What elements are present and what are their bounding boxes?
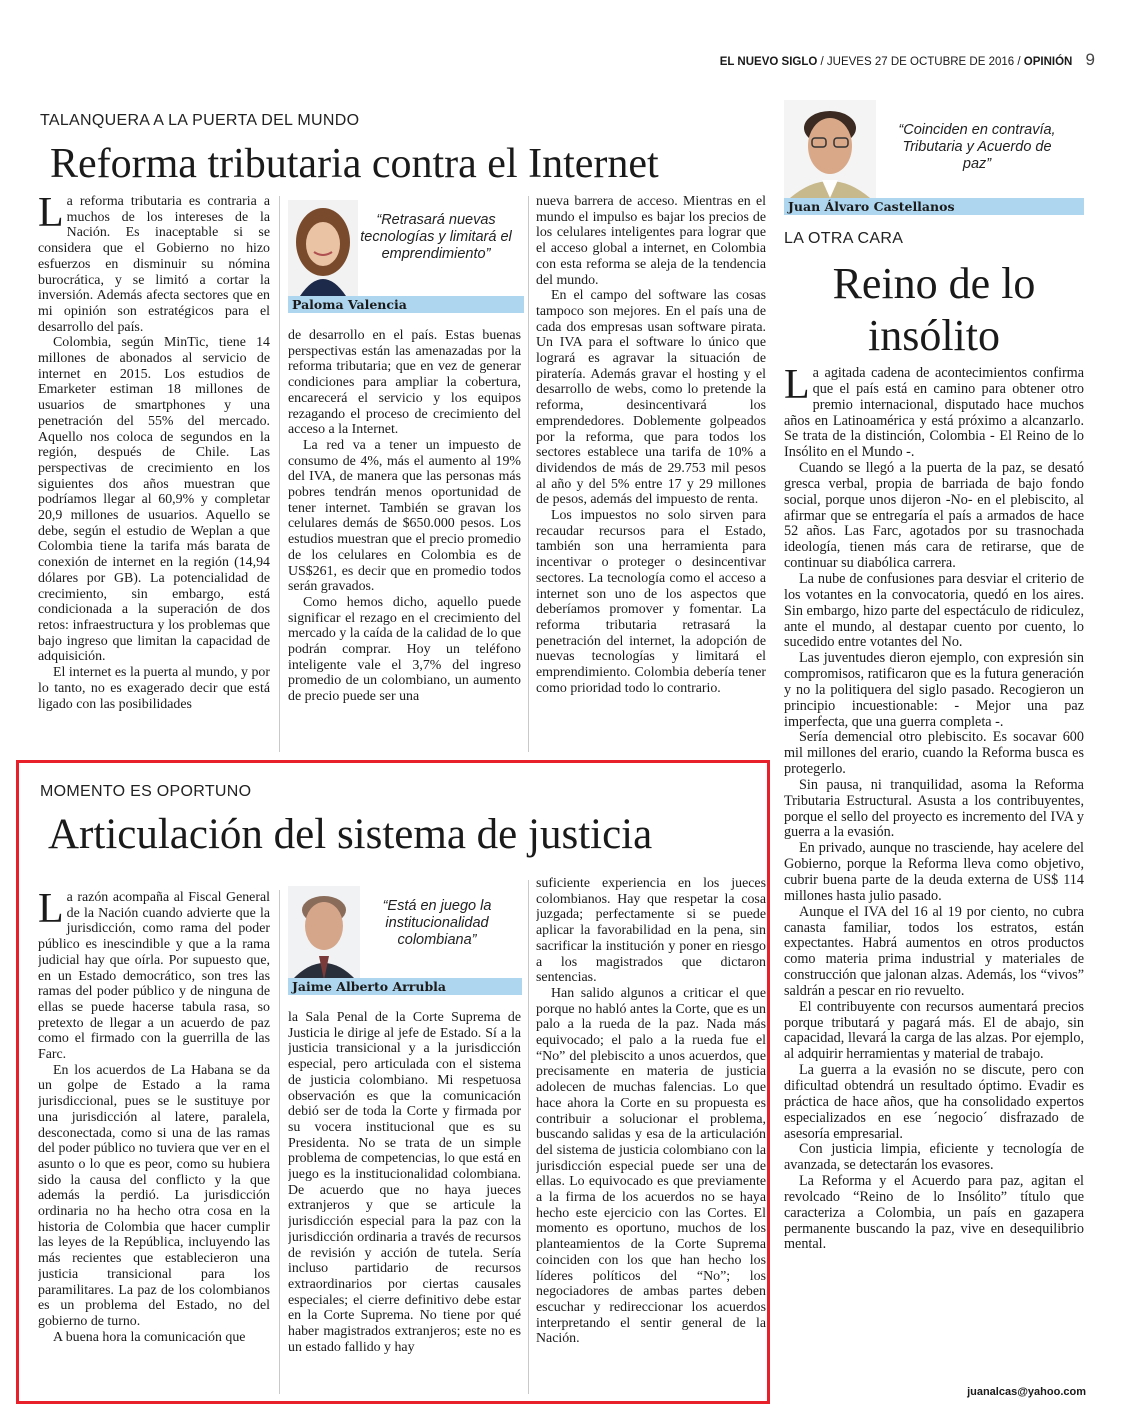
article1-paragraph: de desarrollo en el país. Estas buenas perspectivas están las amenazadas por la reforma tributaria; que en vez de generar condiciones para ampliar la cobertura, encarecerá el servicio y los equipos rezagando el proceso de crecimiento del acceso a la Internet. [288, 328, 521, 438]
page-number: 9 [1085, 50, 1095, 69]
article3-kicker: LA OTRA CARA [784, 230, 904, 247]
article1-paragraph: Como hemos dicho, aquello puede significar el rezago en el crecimiento del mercado y la caída de la calidad de lo que podrán comprar. Hoy un teléfono inteligente vale el 3,7% del ingreso promedio de un colombiano, un aumento de precio puede ser una [288, 594, 521, 705]
edition-date: / JUEVES 27 DE OCTUBRE DE 2016 / [820, 56, 1021, 68]
article1-column-3 [536, 194, 766, 756]
article2-paragraph: a razón acompaña al Fiscal General de la Nación cuando advierte que la jurisdicción, como rama del poder público es inescindible y que a la rama judicial hay que oírla. Por supuesto que, en un Estado democrático, son tres las ramas del poder público y de ninguna de ellas se puede hacerse tabula rasa, so pretexto de llegar a un acuerdo de paz como el firmado con la guerrilla de las Farc. [38, 890, 270, 1063]
section-name: OPINIÓN [1023, 56, 1073, 68]
article1-paragraph: En el campo del software las cosas tampoco son mejores. En el país una de cada dos empresas usan software pirata. Un IVA para el software lo único que logrará es agravar la situación de piratería. Además gravar el hosting y el desarrollo de webs, como lo pretende la reforma, desincentivará los emprendedores. Doblemente golpeados por la reforma, que para todos los sectores establece una tarifa de 10% a dividendos de más de 29.753 mil pesos al año y del 5% entre 17 y 29 millones de pesos, además del impuesto de renta. [536, 288, 766, 508]
article3-paragraph: La guerra a la evasión no se discute, pero con dificultad obtendrá un resultado óptimo. Evadir es práctica de hace años, que ha consolidado expertos especializados en ese ´negocio´ disfrazado de asesoría empresarial. [784, 1062, 1084, 1142]
article3-paragraph: En privado, aunque no trasciende, hay acelere del Gobierno, porque la Reforma lleva como objetivo, cubrir buena parte de la deuda externa de US$ 114 millones hasta julio pasado. [784, 840, 1084, 904]
article1-pull-quote: “Retrasará nuevas tecnologías y limitará el emprendimiento” [360, 212, 512, 262]
article1-column-2 [288, 328, 521, 756]
article1-paragraph: a reforma tributaria es contraria a muchos de los intereses de la Nación. Es inaceptable si se considera que el Gobierno no hizo esfuerzos en disminuir su nómina burocrática, y se limitó a cortar la inversión. Además afecta sectores que en mi opinión son estratégicos para el desarrollo del país. [38, 194, 270, 335]
article3-paragraph: Con justicia limpia, eficiente y tecnología de avanzada, se detectarán los evasores. [784, 1141, 1084, 1174]
author-photo-castellanos [784, 100, 876, 198]
article3-body: La agitada cadena de acontecimientos confirma que el país está en camino para obtener otro premio internacional, disputado hace muchos años en Latinoamérica y está próximo a alcanzarlo. Se trata de la distinción, Colombia - El Reino de lo Insólito en el Mundo -. Cuando se llegó a la puerta de la paz, se desató gresca verbal, propia de barriada de bajo fondo social, porque unos dijeron -No- en el plebiscito, al afirmar que se entregaría el país a armados de hace 52 años. Las Farc, agotados por su trasnochada ideología, tienen más cara de retirarse, que de continuar su diabólica carrera. La nube de confusiones para desviar el criterio de los votantes en la convocatoria, quedó en los aires. Sin embargo, hizo parte del espectáculo de ridiculez, ante el mundo, al destapar cuento por cuento, lo sucedido entre votantes del No. Las juventudes dieron ejemplo, con expresión sin compromisos, ratificaron que es la futura generación y no la politiquera del siglo pasado. Recogieron un principio incuestionable: - Mejor una paz imperfecta, que una guerra completa -. Sería demencial otro plebiscito. Es socavar 600 mil millones del erario, cuando la Reforma busca es protegerlo. Sin pausa, ni tranquilidad, asoma la Reforma Tributaria Estructural. Asusta a los contribuyentes, porque el sello del proyecto es incremento del IVA y guerra a la evasión. En privado, aunque no trasciende, hay acelere del Gobierno, porque la Reforma lleva como objetivo, cubrir buena parte de la deuda externa de US$ 114 millones hasta julio pasado. Aunque el IVA del 16 al 19 por ciento, no cubra canasta familiar, todos los estratos, están expectantes. Habrá aumentos en otros productos como materia prima industrial y materiales de construcción que jalonan alzas. Además, los “vivos” saldrán a pescar en rio revuelto. El contribuyente con recursos aumentará precios porque tributará y pagará más. El de abajo, sin capacidad, llevará la carga de las alzas. Por ejemplo, al adquirir herramientas y material de trabajo. La guerra a la evasión no se discute, pero con dificultad obtendrá un resultado óptimo. Evadir es práctica de hace años, que ha consolidado expertos especializados en ese ´negocio´ disfrazado de asesoría empresarial. Con justicia limpia, eficiente y tecnología de avanzada, se detectarán los evasores. La Reforma y el Acuerdo para paz, agitan el revolcado “Reino de lo Insólito” título que caracteriza a Colombia, un país en gazapera permanente buscando la paz, vive en desequilibrio mental. [784, 366, 1084, 1253]
article3-pull-quote: “Coinciden en contravía, Tributaria y Acuerdo de paz” [898, 122, 1056, 172]
author-name-arrubla: Jaime Alberto Arrubla [288, 978, 522, 995]
article3-headline-line1: Reino de lo [832, 259, 1036, 308]
article1-paragraph: La red va a tener un impuesto de consumo de 4%, más el aumento al 19% del IVA, de manera que las personas más pobres tendrán menos oportunidad de tener internet. También se gravan los celulares demás de $650.000 pesos. Los estudios muestran que el precio promedio de los celulares en Colombia es de US$261, es decir que en promedio todos serán gravados. [288, 437, 521, 595]
article3-headline-line2: insólito [867, 311, 1001, 360]
article3-paragraph: La Reforma y el Acuerdo para paz, agitan el revolcado “Reino de lo Insólito” título que caracteriza a Colombia, un país en gazapera permanente buscando la paz, vive en desequilibrio mental. [784, 1173, 1084, 1253]
article2-kicker: MOMENTO ES OPORTUNO [40, 783, 252, 800]
article2-paragraph: suficiente experiencia en los jueces colombianos. Hay que respetar la cosa juzgada; perfectamente si se puede aplicar la favorabilidad en la pena, sin sacrificar la institución y poner en riesgo a los magistrados que dictaron sentencias. [536, 876, 766, 986]
article1-headline: Reforma tributaria contra el Internet [50, 141, 659, 187]
article2-column-3 [536, 876, 766, 1398]
page-header [700, 50, 1095, 72]
author-photo-paloma [288, 200, 358, 296]
column-divider [279, 196, 280, 752]
article3-paragraph: El contribuyente con recursos aumentará precios porque tributará y pagará más. El de abajo, sin capacidad, llevará la carga de las alzas. Por ejemplo, al adquirir herramientas y material de trabajo. [784, 998, 1084, 1063]
column-divider [279, 890, 280, 1394]
article1-paragraph: Los impuestos no solo sirven para recaudar recursos para el Estado, también son una herramienta para incentivar o proteger o desincentivar sectores. La tecnología como el acceso a internet son uno de los aspectos que deberíamos promover y fomentar. La reforma tributaria retrasará la penetración del internet, la adopción de nuevas tecnologías y limitará el emprendimiento. Colombia debería tener como prioridad todo lo contrario. [536, 508, 766, 696]
article3-paragraph: La nube de confusiones para desviar el criterio de los votantes en la convocatoria, quedó en los aires. Sin embargo, hizo parte del espectáculo de ridiculez, ante el mundo, al destapar cuento por cuento, lo sucedido entre votantes del No. [784, 570, 1084, 651]
article3-paragraph: Sería demencial otro plebiscito. Es socavar 600 mil millones del erario, cuando la Reforma busca es protegerlo. [784, 729, 1084, 778]
article3-paragraph: a agitada cadena de acontecimientos confirma que el país está en camino para obtener otro premio internacional, disputado hace muchos años en Latinoamérica y está próximo a alcanzarlo. Se trata de la distinción, Colombia - El Reino de lo Insólito en el Mundo -. [784, 366, 1084, 461]
paper-name: EL NUEVO SIGLO [719, 56, 818, 68]
article1-kicker: TALANQUERA A LA PUERTA DEL MUNDO [40, 112, 360, 129]
article2-column-1: La razón acompaña al Fiscal General de la Nación cuando advierte que la jurisdicción, como rama del poder público es inescindible y que a la rama judicial hay que oírla. Por supuesto que, en un Estado democrático, son tres las ramas del poder público y de ninguna de ellas se puede hacerse tabula rasa, so pretexto de llegar a un acuerdo de paz como el firmado con la guerrilla de las Farc. En los acuerdos de La Habana se da un golpe de Estado a la rama jurisdiccional, pues se le sustituye por una jurisdicción al latere, paralela, desconectada, como si una de las ramas del poder público no tuviera que ver en el asunto o lo que es peor, como su hubiera sido la causa del conflicto y la que además la perdió. La jurisdicción ordinaria no ha hecho otra cosa en la historia de Colombia que hacer cumplir las leyes de la República, incluyendo las más recientes que establecieron una justicia transicional para los paramilitares. La paz de los colombianos es un problema del Estado, no del gobierno de turno. A buena hora la comunicación que [38, 890, 270, 1345]
article2-paragraph: A buena hora la comunicación que [53, 1329, 246, 1345]
author-email: juanalcas@yahoo.com [967, 1386, 1086, 1398]
article2-column-2 [288, 1010, 521, 1398]
article2-paragraph: En los acuerdos de La Habana se da un golpe de Estado a la rama jurisdiccional, pues se le sustituye por una jurisdicción al latere, paralela, desconectada, como si una de las ramas del poder público no tuviera que ver en el asunto o lo que es peor, como su hubiera sido la causa del conflicto y la que además la perdió. La jurisdicción ordinaria no ha hecho otra cosa en la historia de Colombia que hacer cumplir las leyes de la República, incluyendo las más recientes que establecieron una justicia transicional para los paramilitares. La paz de los colombianos es un problema del Estado, no del gobierno de turno. [38, 1062, 270, 1329]
author-photo-arrubla [288, 886, 360, 980]
article1-paragraph: nueva barrera de acceso. Mientras en el mundo el impulso es bajar los precios de los celulares inteligentes para lograr que el acceso global a internet, en Colombia con esta reforma se aleja de la tendencia del mundo. [536, 194, 766, 288]
article2-paragraph: la Sala Penal de la Corte Suprema de Justicia le dirige al jefe de Estado. Sí a la justicia transicional y a la jurisdicción especial, pero articulada con el sistema de justicia colombiano. Mi respetuosa observación es que la comunicación debió ser de toda la Corte y firmada por su vocera institucional que es su Presidenta. No se trata de un simple problema de competencias, lo que está en juego es la institucionalidad colombiana. De acuerdo que no haya jueces extranjeros y que se articule la jurisdicción especial para la paz con la jurisdicción ordinaria a través de recursos de revisión y acción de tutela. Sería incluso partidario de recursos extraordinarios por ciertas causales especiales; el cierre definitivo debe estar en la Corte Suprema. No tiene por qué haber magistrados extranjeros; este no es un estado fallido y hay [288, 1010, 521, 1355]
article2-headline: Articulación del sistema de justicia [48, 811, 653, 858]
article3-paragraph: Sin pausa, ni tranquilidad, asoma la Reforma Tributaria Estructural. Asusta a los contribuyentes, porque el sello del proyecto es incremento del IVA y guerra a la evasión. [784, 776, 1084, 841]
article1-column-1: La reforma tributaria es contraria a muchos de los intereses de la Nación. Es inaceptable si se considera que el Gobierno no hizo esfuerzos en disminuir su nómina burocrática, y se limitó a cortar la inversión. Además afecta sectores que en mi opinión son estratégicos para el desarrollo del país. Colombia, según MinTic, tiene 14 millones de abonados al servicio de internet en 2015. Los estudios de Emarketer estiman 18 millones de usuarios de smartphones y una penetración del 55% del mercado. Aquello nos coloca de segundos en la región, después de Chile. Las perspectivas de crecimiento en los siguientes dos años muestran que podríamos llegar al 60,9% y completar 20,9 millones de usuarios. Aquello se debe, según el estudio de Weplan a que Colombia tiene la tarifa más barata de conexión de internet en la región (14,94 dólares por GB). La potencialidad de crecimiento, sin embargo, está condicionada a la superación de dos retos: infraestructura y los problemas que bajo ingreso que limitan la capacidad de adquisición. El internet es la puerta al mundo, y por lo tanto, no es exagerado decir que está ligado con las posibilidades [38, 194, 270, 712]
column-divider [528, 880, 529, 1394]
author-name-paloma: Paloma Valencia [288, 296, 524, 313]
author-name-castellanos: Juan Álvaro Castellanos [784, 198, 1084, 215]
article3-paragraph: Las juventudes dieron ejemplo, con expresión sin compromisos, ratificaron que es la futura generación y no la politiquera del siglo pasado. Recogieron un principio incuestionable: - Mejor una paz imperfecta, que una guerra completa -. [784, 650, 1084, 730]
article2-paragraph: Han salido algunos a criticar el que porque no habló antes la Corte, que es un palo a la rueda de la paz. Nada más equivocado; el palo a la rueda fue el “No” del plebiscito a unos acuerdos, que precisamente en materia de justicia adolecen de muchas falencias. Lo que hace ahora la Corte en su propuesta es contribuir a solucionar el problema, buscando salidas y esa de la articulación del sistema de justicia colombiano con la jurisdicción especial puede ser una de ellas. Lo equivocado es que previamente a la firma de los acuerdos no se haya hecho este ejercicio con las Cortes. El momento es oportuno, muchos de los planteamientos de la Corte Suprema coinciden con los que han hecho los líderes políticos del “No”; los negociadores de ambas partes deben escuchar y redireccionar los acuerdos interpretando el sentir general de la Nación. [536, 985, 766, 1347]
article3-paragraph: Cuando se llegó a la puerta de la paz, se desató gresca verbal, propia de barriada de bajo fondo social, porque unos dijeron -No- en el plebiscito, al afirmar que se entregaría el país a armados de hace 52 años. Las Farc, agotados por su trasnochada ideología, tienen más cara de retirarse, que de continuar su diabólica carrera. [784, 460, 1084, 572]
article3-paragraph: Aunque el IVA del 16 al 19 por ciento, no cubra canasta familiar, todos los estratos, están expectantes. Habrá aumentos en otros productos como materia prima industrial y materiales de construcción que jalonan alzas. Además, los “vivos” saldrán a pescar en rio revuelto. [784, 903, 1084, 999]
article1-paragraph: Colombia, según MinTic, tiene 14 millones de abonados al servicio de internet en 2015. Los estudios de Emarketer estiman 18 millones de usuarios de smartphones y una penetración del 55% del mercado. Aquello nos coloca de segundos en la región, después de Chile. Las perspectivas de crecimiento en los siguientes dos años muestran que podríamos llegar al 60,9% y completar 20,9 millones de usuarios. Aquello se debe, según el estudio de Weplan a que Colombia tiene la tarifa más barata de conexión de internet en la región (14,94 dólares por GB). La potencialidad de crecimiento, sin embargo, está condicionada a la superación de dos retos: infraestructura y los problemas que bajo ingreso que limitan la capacidad de adquisición. [38, 335, 270, 665]
article1-paragraph: El internet es la puerta al mundo, y por lo tanto, no es exagerado decir que está ligado con las posibilidades [38, 665, 270, 712]
article2-pull-quote: “Está en juego la institucionalidad colombiana” [382, 898, 492, 948]
column-divider [528, 196, 529, 752]
